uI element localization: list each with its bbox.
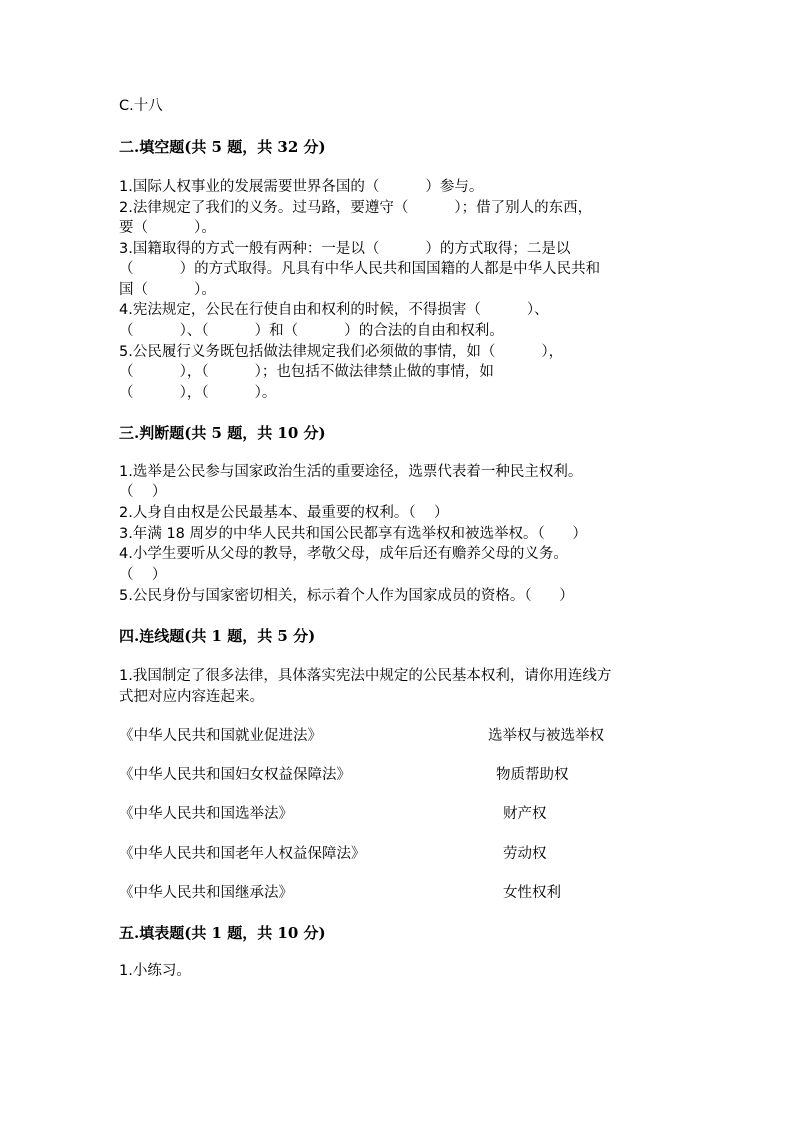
question-line: 4.小学生要听从父母的教导，孝敬父母，成年后还有赡养父母的义务。 xyxy=(119,546,568,562)
match-left-item: 《中华人民共和国选举法》 xyxy=(119,806,293,822)
question-line: 1.国际人权事业的发展需要世界各国的（ ）参与。 xyxy=(119,179,484,195)
question-line: 2.法律规定了我们的义务。过马路，要遵守（ ）；借了别人的东西， xyxy=(119,200,593,216)
question-line: 4.宪法规定，公民在行使自由和权利的时候，不得损害（ ）、 xyxy=(119,302,549,318)
section-heading-table: 五.填表题(共 1 题，共 10 分) xyxy=(119,924,326,942)
match-left-item: 《中华人民共和国继承法》 xyxy=(119,885,293,901)
question-line: 3.年满 18 周岁的中华人民共和国公民都享有选举权和被选举权。（ ） xyxy=(119,526,587,542)
question-line: 5.公民履行义务既包括做法律规定我们必须做的事情，如（ ）， xyxy=(119,344,564,360)
section-heading-fill-blank: 二.填空题(共 5 题，共 32 分) xyxy=(119,138,326,156)
question-line: 3.国籍取得的方式一般有两种：一是以（ ）的方式取得；二是以 xyxy=(119,241,571,257)
match-right-item: 劳动权 xyxy=(503,846,547,862)
option-c: C.十八 xyxy=(119,98,163,114)
match-right-item: 财产权 xyxy=(503,806,547,822)
question-line: 1.选举是公民参与国家政治生活的重要途径，选票代表着一种民主权利。 xyxy=(119,464,583,480)
match-left-item: 《中华人民共和国就业促进法》 xyxy=(119,728,322,744)
question-line: 2.人身自由权是公民最基本、最重要的权利。（ ） xyxy=(119,505,449,521)
question-line: 1.我国制定了很多法律，具体落实宪法中规定的公民基本权利，请你用连线方 xyxy=(119,668,612,684)
question-line: （ ） xyxy=(119,567,167,583)
question-line: （ ）的方式取得。凡具有中华人民共和国国籍的人都是中华人民共和 xyxy=(119,261,601,277)
question-line: 1.小练习。 xyxy=(119,963,191,979)
question-line: （ ） xyxy=(119,484,167,500)
question-line: （ ），（ ）。 xyxy=(119,385,277,401)
question-line: 国（ ）。 xyxy=(119,282,216,298)
question-line: 要（ ）。 xyxy=(119,220,216,236)
question-line: 5.公民身份与国家密切相关，标示着个人作为国家成员的资格。（ ） xyxy=(119,588,574,604)
question-line: （ ）、（ ）和（ ）的合法的自由和权利。 xyxy=(119,323,504,339)
question-line: 式把对应内容连起来。 xyxy=(119,689,264,705)
question-line: （ ），（ ）；也包括不做法律禁止做的事情，如 xyxy=(119,364,494,380)
match-left-item: 《中华人民共和国老年人权益保障法》 xyxy=(119,846,366,862)
match-right-item: 女性权利 xyxy=(503,885,561,901)
match-right-item: 物质帮助权 xyxy=(496,767,569,783)
match-right-item: 选举权与被选举权 xyxy=(488,728,604,744)
section-heading-matching: 四.连线题(共 1 题，共 5 分) xyxy=(119,627,316,645)
section-heading-true-false: 三.判断题(共 5 题，共 10 分) xyxy=(119,424,326,442)
match-left-item: 《中华人民共和国妇女权益保障法》 xyxy=(119,767,351,783)
